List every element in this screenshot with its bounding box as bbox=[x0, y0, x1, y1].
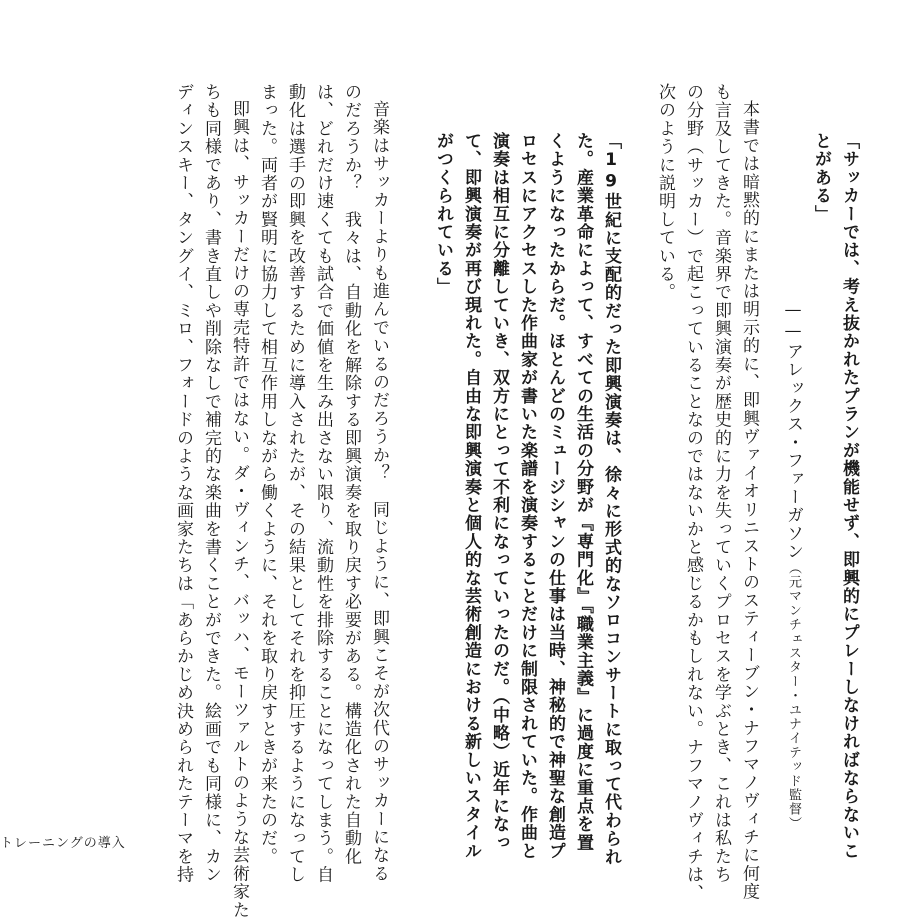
intro-line: 次のように説明している。 bbox=[655, 83, 675, 302]
block-quote-line: がつくられている」 bbox=[433, 132, 453, 296]
attribution-name: ——アレックス・ファーガソン bbox=[783, 300, 803, 561]
body-line: 即興は、サッカーだけの専売特許ではない。ダ・ヴィンチ、バッハ、モーツァルトのような芸術家た bbox=[229, 100, 249, 919]
block-quote-line: 演奏は相互に分離していき、双方にとって不利になっていったのだ。（中略）近年になっ bbox=[489, 132, 509, 852]
body-line: 動化は選手の即興を改善するために導入されたが、その結果としてそれを抑圧するようになってし bbox=[285, 83, 305, 884]
body-line: ディンスキー、タングイ、ミロ、フォードのような画家たちは「あらかじめ決められたテーマを持 bbox=[173, 83, 193, 884]
running-footer: トレーニングの導入 bbox=[0, 836, 126, 851]
intro-line: も言及してきた。音楽界で即興演奏が歴史的に力を失っていくプロセスを学ぶとき、これは私たち bbox=[711, 83, 731, 884]
intro-line: 本書では暗黙的にまたは明示的に、即興ヴァイオリニストのスティーブン・ナフマノヴィチに何度 bbox=[739, 100, 759, 901]
block-quote-line: 「19世紀に支配的だった即興演奏は、徐々に形式的なソロコンサートに取って代わられ bbox=[601, 132, 621, 866]
block-quote-line: くようになったからだ。ほとんどのミュージシャンの仕事は当時、神秘的で神聖な創造プ bbox=[545, 132, 565, 860]
intro-line: の分野（サッカー）で起こっていることなのではないかと感じるかもしれない。ナフマノヴィチは、 bbox=[683, 83, 703, 902]
body-line: まった。両者が賢明に協力して相互作用しながら働くように、それを取り戻すときが来たのだ。 bbox=[257, 83, 277, 866]
block-quote-line: て、即興演奏が再び現れた。自由な即興演奏と個人的な芸術創造における新しいスタイル bbox=[461, 132, 481, 860]
body-line: は、どれだけ速くても試合で価値を生み出さない限り、流動性を排除することになってしまう。自 bbox=[313, 83, 333, 884]
block-quote-line: た。産業革命によって、すべての生活の分野が『専門化』『職業主義』に過度に重点を置 bbox=[573, 132, 593, 852]
block-quote-line: ロセスにアクセスした作曲家が書いた楽譜を演奏することだけに制限されていた。作曲と bbox=[517, 132, 537, 860]
attribution-note: （元マンチェスター・ユナイテッド監督） bbox=[786, 560, 801, 831]
body-line: 音楽はサッカーよりも進んでいるのだろうか？ 同じように、即興こそが次代のサッカーになる bbox=[369, 100, 389, 883]
epigraph-line-2: とがある」 bbox=[811, 132, 831, 223]
epigraph-line-1: 「サッカーでは、考え抜かれたプランが機能せず、即興的にプレーしなければならないこ bbox=[839, 132, 859, 860]
epigraph-attribution bbox=[783, 300, 803, 831]
body-line: ちも同様であり、書き直しや削除なしで補完的な楽曲を書くことができた。絵画でも同様に、カン bbox=[201, 83, 221, 884]
body-line: のだろうか？ 我々は、自動化を解除する即興演奏を取り戻す必要がある。構造化された自動化 bbox=[341, 83, 361, 866]
